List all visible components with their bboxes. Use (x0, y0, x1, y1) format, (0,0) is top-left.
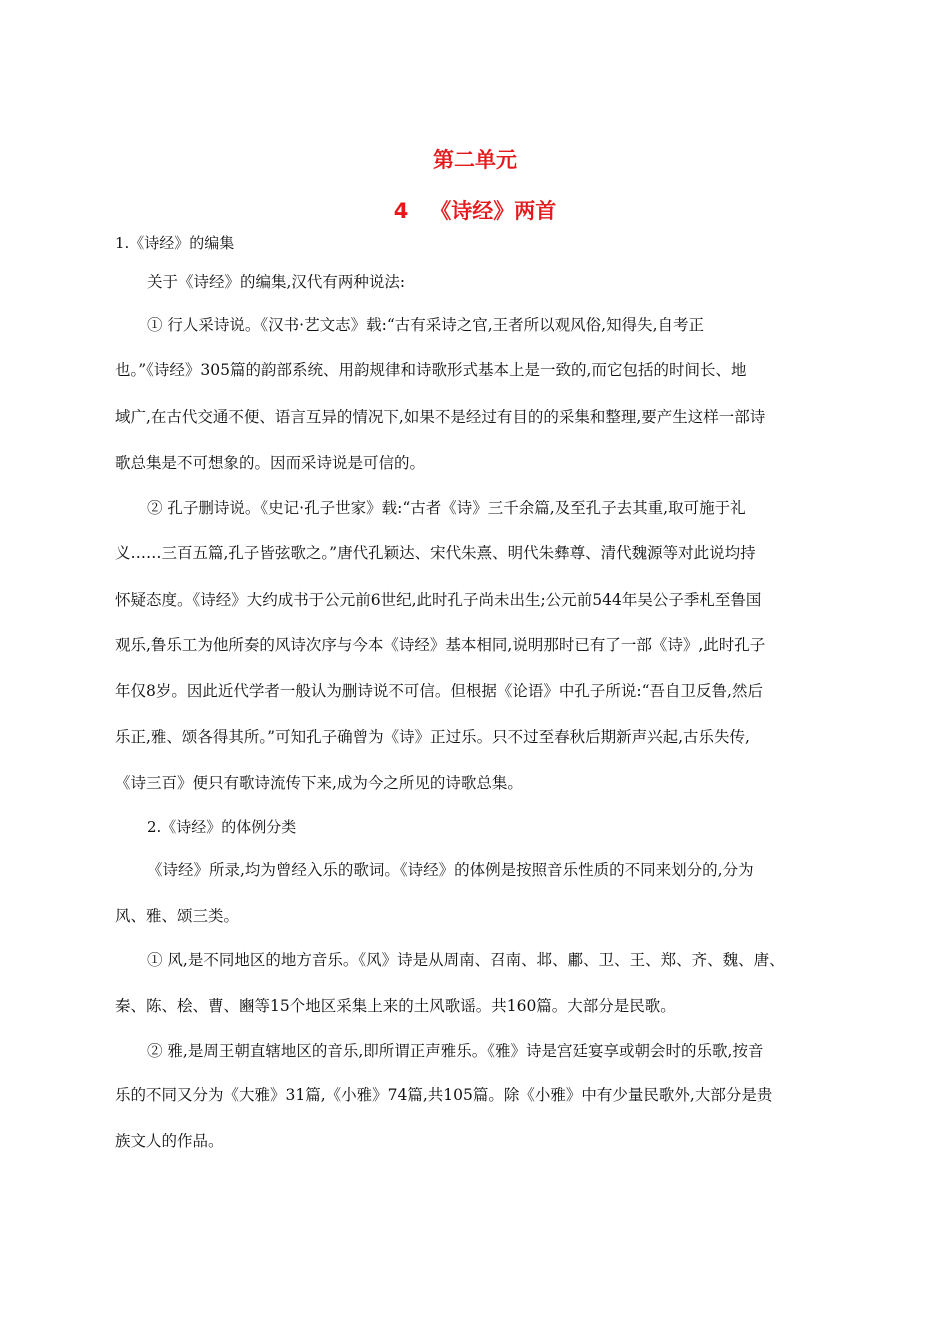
paragraph-line: 秦、陈、桧、曹、豳等15个地区采集上来的土风歌谣。共160篇。大部分是民歌。 (115, 997, 676, 1015)
paragraph-line: ① 风,是不同地区的地方音乐。《风》诗是从周南、召南、邶、鄘、卫、王、郑、齐、魏、唐、 (147, 951, 785, 969)
paragraph-line: 观乐,鲁乐工为他所奏的风诗次序与今本《诗经》基本相同,说明那时已有了一部《诗》,此时孔子 (115, 636, 766, 654)
paragraph-line: ② 雅,是周王朝直辖地区的音乐,即所谓正声雅乐。《雅》诗是宫廷宴享或朝会时的乐歌,按音 (147, 1042, 764, 1060)
paragraph-line: 风、雅、颂三类。 (115, 907, 240, 925)
section1-intro: 关于《诗经》的编集,汉代有两种说法: (147, 273, 406, 291)
paragraph-line: 义……三百五篇,孔子皆弦歌之。”唐代孔颖达、宋代朱熹、明代朱彝尊、清代魏源等对此说均持 (115, 544, 756, 562)
paragraph-line: ① 行人采诗说。《汉书·艺文志》载:“古有采诗之官,王者所以观风俗,知得失,自考正 (147, 316, 705, 334)
paragraph-line: 歌总集是不可想象的。因而采诗说是可信的。 (115, 454, 426, 472)
paragraph-line: 域广,在古代交通不便、语言互异的情况下,如果不是经过有目的的采集和整理,要产生这样一部诗 (115, 408, 766, 426)
paragraph-line: 族文人的作品。 (115, 1132, 224, 1150)
section1-heading: 1.《诗经》的编集 (115, 234, 235, 252)
paragraph-line: 年仅8岁。因此近代学者一般认为删诗说不可信。但根据《论语》中孔子所说:“吾自卫反鲁,然后 (115, 682, 763, 700)
paragraph-line: 乐正,雅、颂各得其所。”可知孔子确曾为《诗》正过乐。只不过至春秋后期新声兴起,古乐失传, (115, 728, 750, 746)
paragraph-line: ② 孔子删诗说。《史记·孔子世家》载:“古者《诗》三千余篇,及至孔子去其重,取可施于礼 (147, 499, 746, 517)
section2-heading: 2.《诗经》的体例分类 (147, 818, 297, 836)
unit-title: 第二单元 (433, 148, 517, 172)
paragraph-line: 也。”《诗经》305篇的韵部系统、用韵规律和诗歌形式基本上是一致的,而它包括的时间长、地 (115, 361, 747, 379)
lesson-title: 4 《诗经》两首 (393, 199, 557, 223)
paragraph-line: 《诗三百》便只有歌诗流传下来,成为今之所见的诗歌总集。 (115, 774, 523, 792)
paragraph-line: 《诗经》所录,均为曾经入乐的歌词。《诗经》的体例是按照音乐性质的不同来划分的,分为 (147, 861, 754, 879)
paragraph-line: 怀疑态度。《诗经》大约成书于公元前6世纪,此时孔子尚未出生;公元前544年吴公子季札至鲁国 (115, 591, 762, 609)
paragraph-line: 乐的不同又分为《大雅》31篇,《小雅》74篇,共105篇。除《小雅》中有少量民歌外,大部分是贵 (115, 1086, 773, 1104)
